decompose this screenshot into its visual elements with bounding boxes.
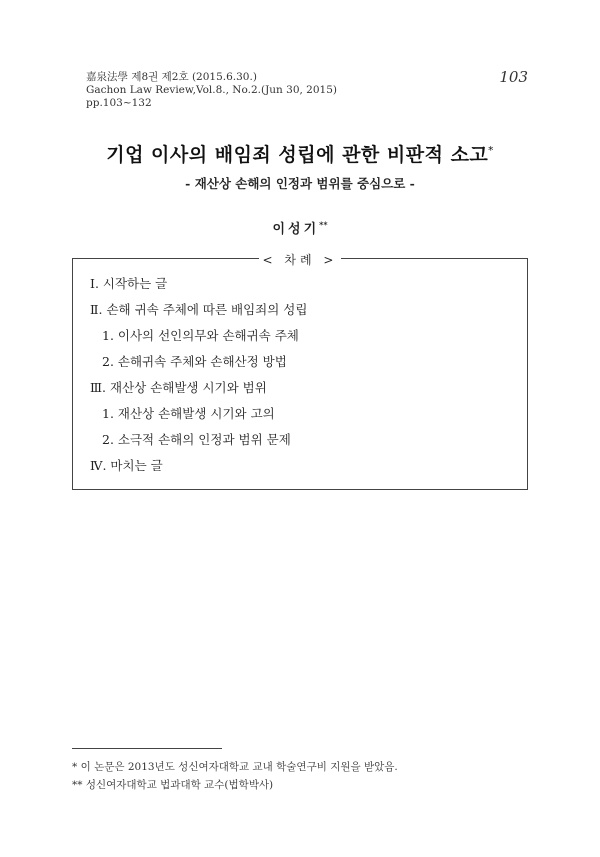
toc-subitem: 1. 이사의 선인의무와 손해귀속 주체 [102,328,299,343]
toc-subitem: 1. 재산상 손해발생 시기와 고의 [102,406,275,421]
author [0,218,600,237]
toc-item: Ⅱ. 손해 귀속 주체에 따른 배임죄의 성립 [90,302,308,317]
paper-title [0,140,600,167]
footnote-author: ** 성신여자대학교 법과대학 교수(법학박사) [72,779,274,791]
author-name: 이성기 [272,222,320,237]
journal-line-korean: 嘉泉法學 제8권 제2호 (2015.6.30.) [86,71,257,83]
toc-item: Ⅰ. 시작하는 글 [90,276,168,291]
toc-item: Ⅲ. 재산상 손해발생 시기와 범위 [90,380,267,395]
footnote-divider [72,748,222,749]
toc-item: Ⅳ. 마치는 글 [90,458,163,473]
journal-pages: pp.103~132 [86,97,152,109]
page-number: 103 [499,68,528,86]
footnotes [72,758,398,794]
toc-subitem: 2. 소극적 손해의 인정과 범위 문제 [102,432,291,447]
toc-heading [0,251,600,268]
toc-subitem: 2. 손해귀속 주체와 손해산정 방법 [102,354,287,369]
toc-list [90,271,307,479]
author-footnote-mark: ** [319,219,328,230]
journal-line-english: Gachon Law Review,Vol.8., No.2.(Jun 30, 2015) [86,84,338,96]
footnote-funding: * 이 논문은 2013년도 성신여자대학교 교내 학술연구비 지원을 받았음. [72,761,398,773]
title-text: 기업 이사의 배임죄 성립에 관한 비판적 소고 [106,144,489,166]
toc-heading-frame: < 차례 > [259,253,342,267]
title-footnote-mark: * [488,145,494,157]
toc-heading-label: 차례 [284,253,316,267]
paper-subtitle: - 재산상 손해의 인정과 범위를 중심으로 - [185,176,415,191]
journal-info [86,71,337,110]
